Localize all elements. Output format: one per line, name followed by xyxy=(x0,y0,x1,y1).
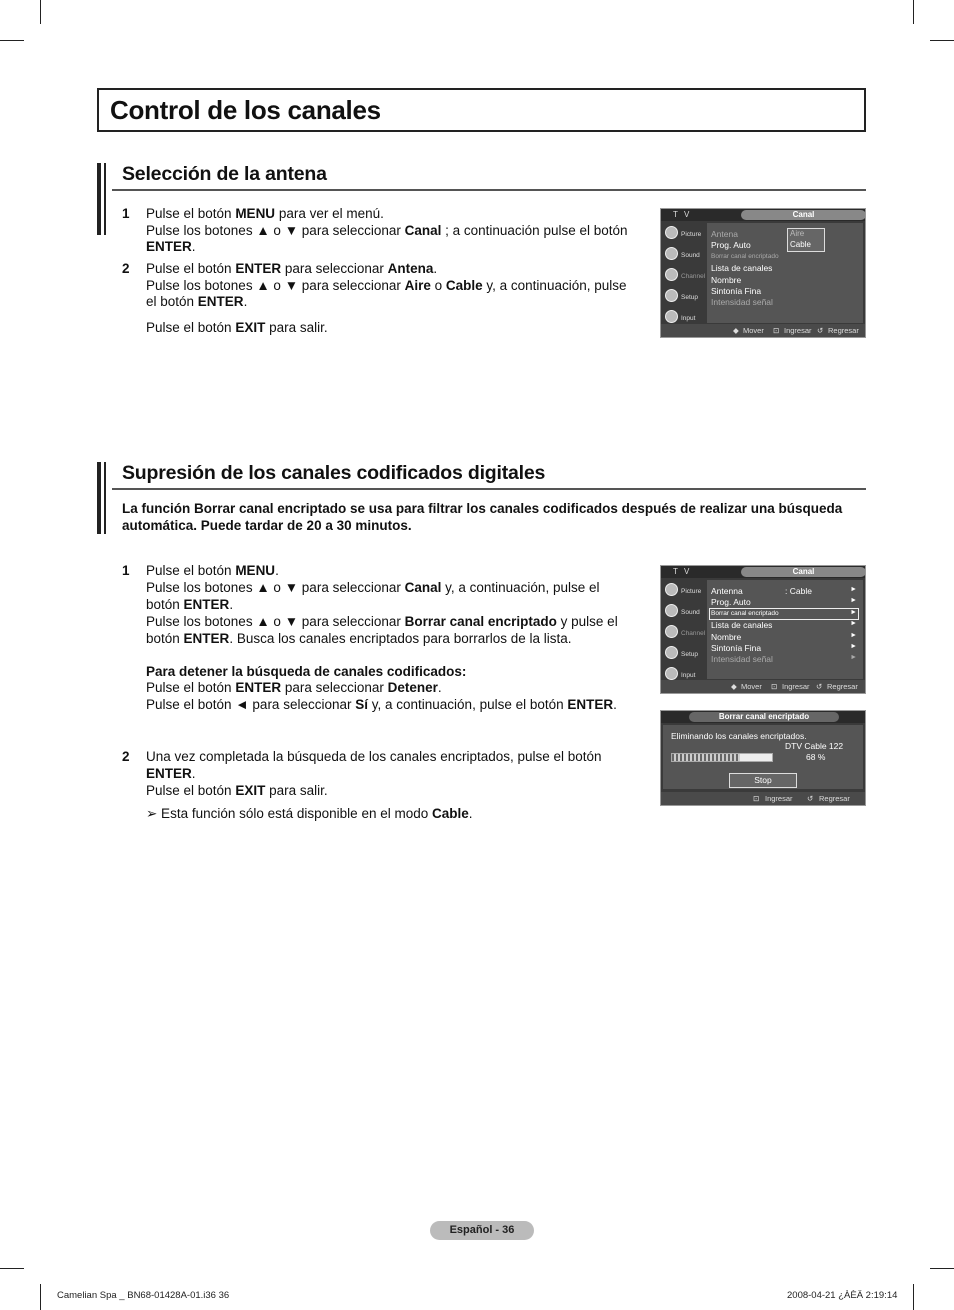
crop-mark xyxy=(40,0,41,24)
progress-status: Eliminando los canales encriptados. xyxy=(671,731,807,741)
arrow-right-icon: ► xyxy=(850,609,857,616)
osd-sidebar xyxy=(663,223,705,323)
page-number-badge: Español - 36 xyxy=(430,1221,534,1240)
footer-timestamp: 2008-04-21 ¿ÀÈÄ 2:19:14 xyxy=(787,1290,898,1301)
osd-side-sound: Sound xyxy=(663,601,705,622)
osd-side-channel: Channel xyxy=(663,622,705,643)
section-intro: La función Borrar canal encriptado se usa para filtrar los canales codificados después de realizar una búsqueda automática. Puede tardar de 20 a 30 minutos. xyxy=(122,501,843,533)
return-icon: ↺ xyxy=(816,682,823,691)
erase-progress-dialog xyxy=(660,710,866,806)
progress-fill xyxy=(672,754,740,761)
enter-icon: ⊡ xyxy=(771,682,778,691)
osd-row: Intensidad señal xyxy=(711,297,773,307)
crop-mark xyxy=(913,1284,914,1310)
osd-footer: ◆ Mover ⊡ Ingresar ↺ Regresar xyxy=(661,324,865,337)
step-number: 2 xyxy=(122,261,130,276)
option-aire: Aire xyxy=(790,229,805,238)
arrow-right-icon: ► xyxy=(850,620,857,627)
osd-side-picture: Picture xyxy=(663,580,705,601)
section-title-antena: Selección de la antena xyxy=(122,163,327,185)
osd-row: Prog. Auto xyxy=(711,597,751,607)
move-icon: ◆ xyxy=(733,326,739,335)
osd-side-setup: Setup xyxy=(663,286,705,307)
section-rule xyxy=(112,488,866,490)
osd-row: Nombre xyxy=(711,275,742,285)
note-text: ➢ Esta función sólo está disponible en el modo xyxy=(146,805,432,821)
crop-mark xyxy=(0,40,24,41)
stop-button[interactable]: Stop xyxy=(729,773,797,788)
channel-icon xyxy=(665,268,678,281)
antenna-options-popup xyxy=(787,228,825,252)
dialog-header xyxy=(661,711,865,723)
step-text: Pulse el botón ENTER para seleccionar Antena. Pulse los botones ▲ o ▼ para seleccionar Aire o Cable y, a continuación, pulse el botón ENTER. Pulse el botón EXIT para salir. xyxy=(146,261,627,335)
progress-channel: DTV Cable 122 xyxy=(785,741,844,751)
picture-icon xyxy=(665,583,678,596)
arrow-right-icon: ► xyxy=(850,586,857,593)
osd-tab: Canal xyxy=(741,210,866,220)
crop-mark xyxy=(40,1284,41,1310)
osd-panel xyxy=(707,223,863,323)
arrow-right-icon: ► xyxy=(850,643,857,650)
section-marker xyxy=(104,163,106,235)
osd-tv-label: T V xyxy=(673,567,692,576)
osd-side-picture: Picture xyxy=(663,223,705,244)
osd-antenna-value: : Cable xyxy=(785,586,812,596)
crop-mark xyxy=(0,1268,24,1269)
setup-icon xyxy=(665,289,678,302)
enter-icon: ⊡ xyxy=(773,326,780,335)
osd-row: Intensidad señal xyxy=(711,654,773,664)
section-title-supresion: Supresión de los canales codificados digitales xyxy=(122,462,546,484)
enter-icon: ⊡ xyxy=(753,794,760,803)
osd-row: Borrar canal encriptado xyxy=(711,610,779,617)
arrow-right-icon: ► xyxy=(850,632,857,639)
dialog-footer: ⊡ Ingresar ↺ Regresar xyxy=(661,792,865,805)
osd-side-setup: Setup xyxy=(663,643,705,664)
step-number: 1 xyxy=(122,563,130,578)
dialog-title: Borrar canal encriptado xyxy=(689,712,839,722)
osd-header xyxy=(661,566,865,578)
footer-file-info: Camelian Spa _ BN68-01428A-01.i36 36 xyxy=(57,1290,230,1301)
arrow-right-icon: ► xyxy=(850,597,857,604)
osd-footer: ◆ Mover ⊡ Ingresar ↺ Regresar xyxy=(661,680,865,693)
setup-icon xyxy=(665,646,678,659)
progress-bar xyxy=(671,753,773,762)
osd-sidebar xyxy=(663,580,705,679)
return-icon: ↺ xyxy=(817,326,824,335)
section-rule xyxy=(112,189,866,191)
section-marker xyxy=(104,462,106,534)
dialog-body xyxy=(663,725,863,789)
move-icon: ◆ xyxy=(731,682,737,691)
progress-percent: 68 % xyxy=(806,752,826,762)
osd-side-sound: Sound xyxy=(663,244,705,265)
page-title-box xyxy=(97,88,866,132)
input-icon xyxy=(665,667,678,680)
channel-icon xyxy=(665,625,678,638)
section-marker xyxy=(97,462,101,534)
osd-side-input: Input xyxy=(663,664,705,685)
osd-side-input: Input xyxy=(663,307,705,328)
osd-row: Lista de canales xyxy=(711,620,773,630)
option-cable: Cable xyxy=(790,240,811,249)
arrow-right-icon: ► xyxy=(850,654,857,661)
picture-icon xyxy=(665,226,678,239)
tv-menu-screen xyxy=(660,208,866,338)
step-text: Pulse el botón MENU para ver el menú. Pulse los botones ▲ o ▼ para seleccionar Canal ; a continuación pulse el botón ENTER. xyxy=(146,206,628,255)
step-text: Pulse el botón MENU. Pulse los botones ▲ o ▼ para seleccionar Canal y, a continuación, pulse el botón ENTER. Pulse los botones ▲ o ▼ para seleccionar Borrar canal encriptado y pulse el botón ENTER. Busca los canales encriptados para borrarlos de la lista. Para detener la búsqueda de canales codificados: Pulse el botón ENTER para seleccionar Detener. Pulse el botón ◄ para seleccionar Sí y, a continuación, pulse el botón ENTER. xyxy=(146,563,618,713)
osd-row: Antena xyxy=(711,229,738,239)
osd-row: Lista de canales xyxy=(711,263,773,273)
osd-row: Sintonía Fina xyxy=(711,643,762,653)
step-number: 1 xyxy=(122,206,130,221)
crop-mark xyxy=(913,0,914,24)
sound-icon xyxy=(665,247,678,260)
osd-header xyxy=(661,209,865,221)
osd-row: Prog. Auto xyxy=(711,240,751,250)
osd-row: Antenna xyxy=(711,586,743,596)
sound-icon xyxy=(665,604,678,617)
osd-side-channel: Channel xyxy=(663,265,705,286)
osd-row: Borrar canal encriptado xyxy=(711,253,779,260)
tv-menu-screen xyxy=(660,565,866,694)
osd-tab: Canal xyxy=(741,567,866,577)
crop-mark xyxy=(930,1268,954,1269)
return-icon: ↺ xyxy=(807,794,814,803)
osd-row: Sintonía Fina xyxy=(711,286,762,296)
section-marker xyxy=(97,163,101,235)
input-icon xyxy=(665,310,678,323)
step-number: 2 xyxy=(122,749,130,764)
osd-tv-label: T V xyxy=(673,210,692,219)
osd-row: Nombre xyxy=(711,632,742,642)
osd-panel xyxy=(707,580,863,679)
crop-mark xyxy=(930,40,954,41)
step-text: Una vez completada la búsqueda de los canales encriptados, pulse el botón ENTER. Pulse el botón EXIT para salir. ➢ Esta función sólo está disponible en el modo Cable. xyxy=(146,749,602,821)
page-title: Control de los canales xyxy=(110,95,381,125)
